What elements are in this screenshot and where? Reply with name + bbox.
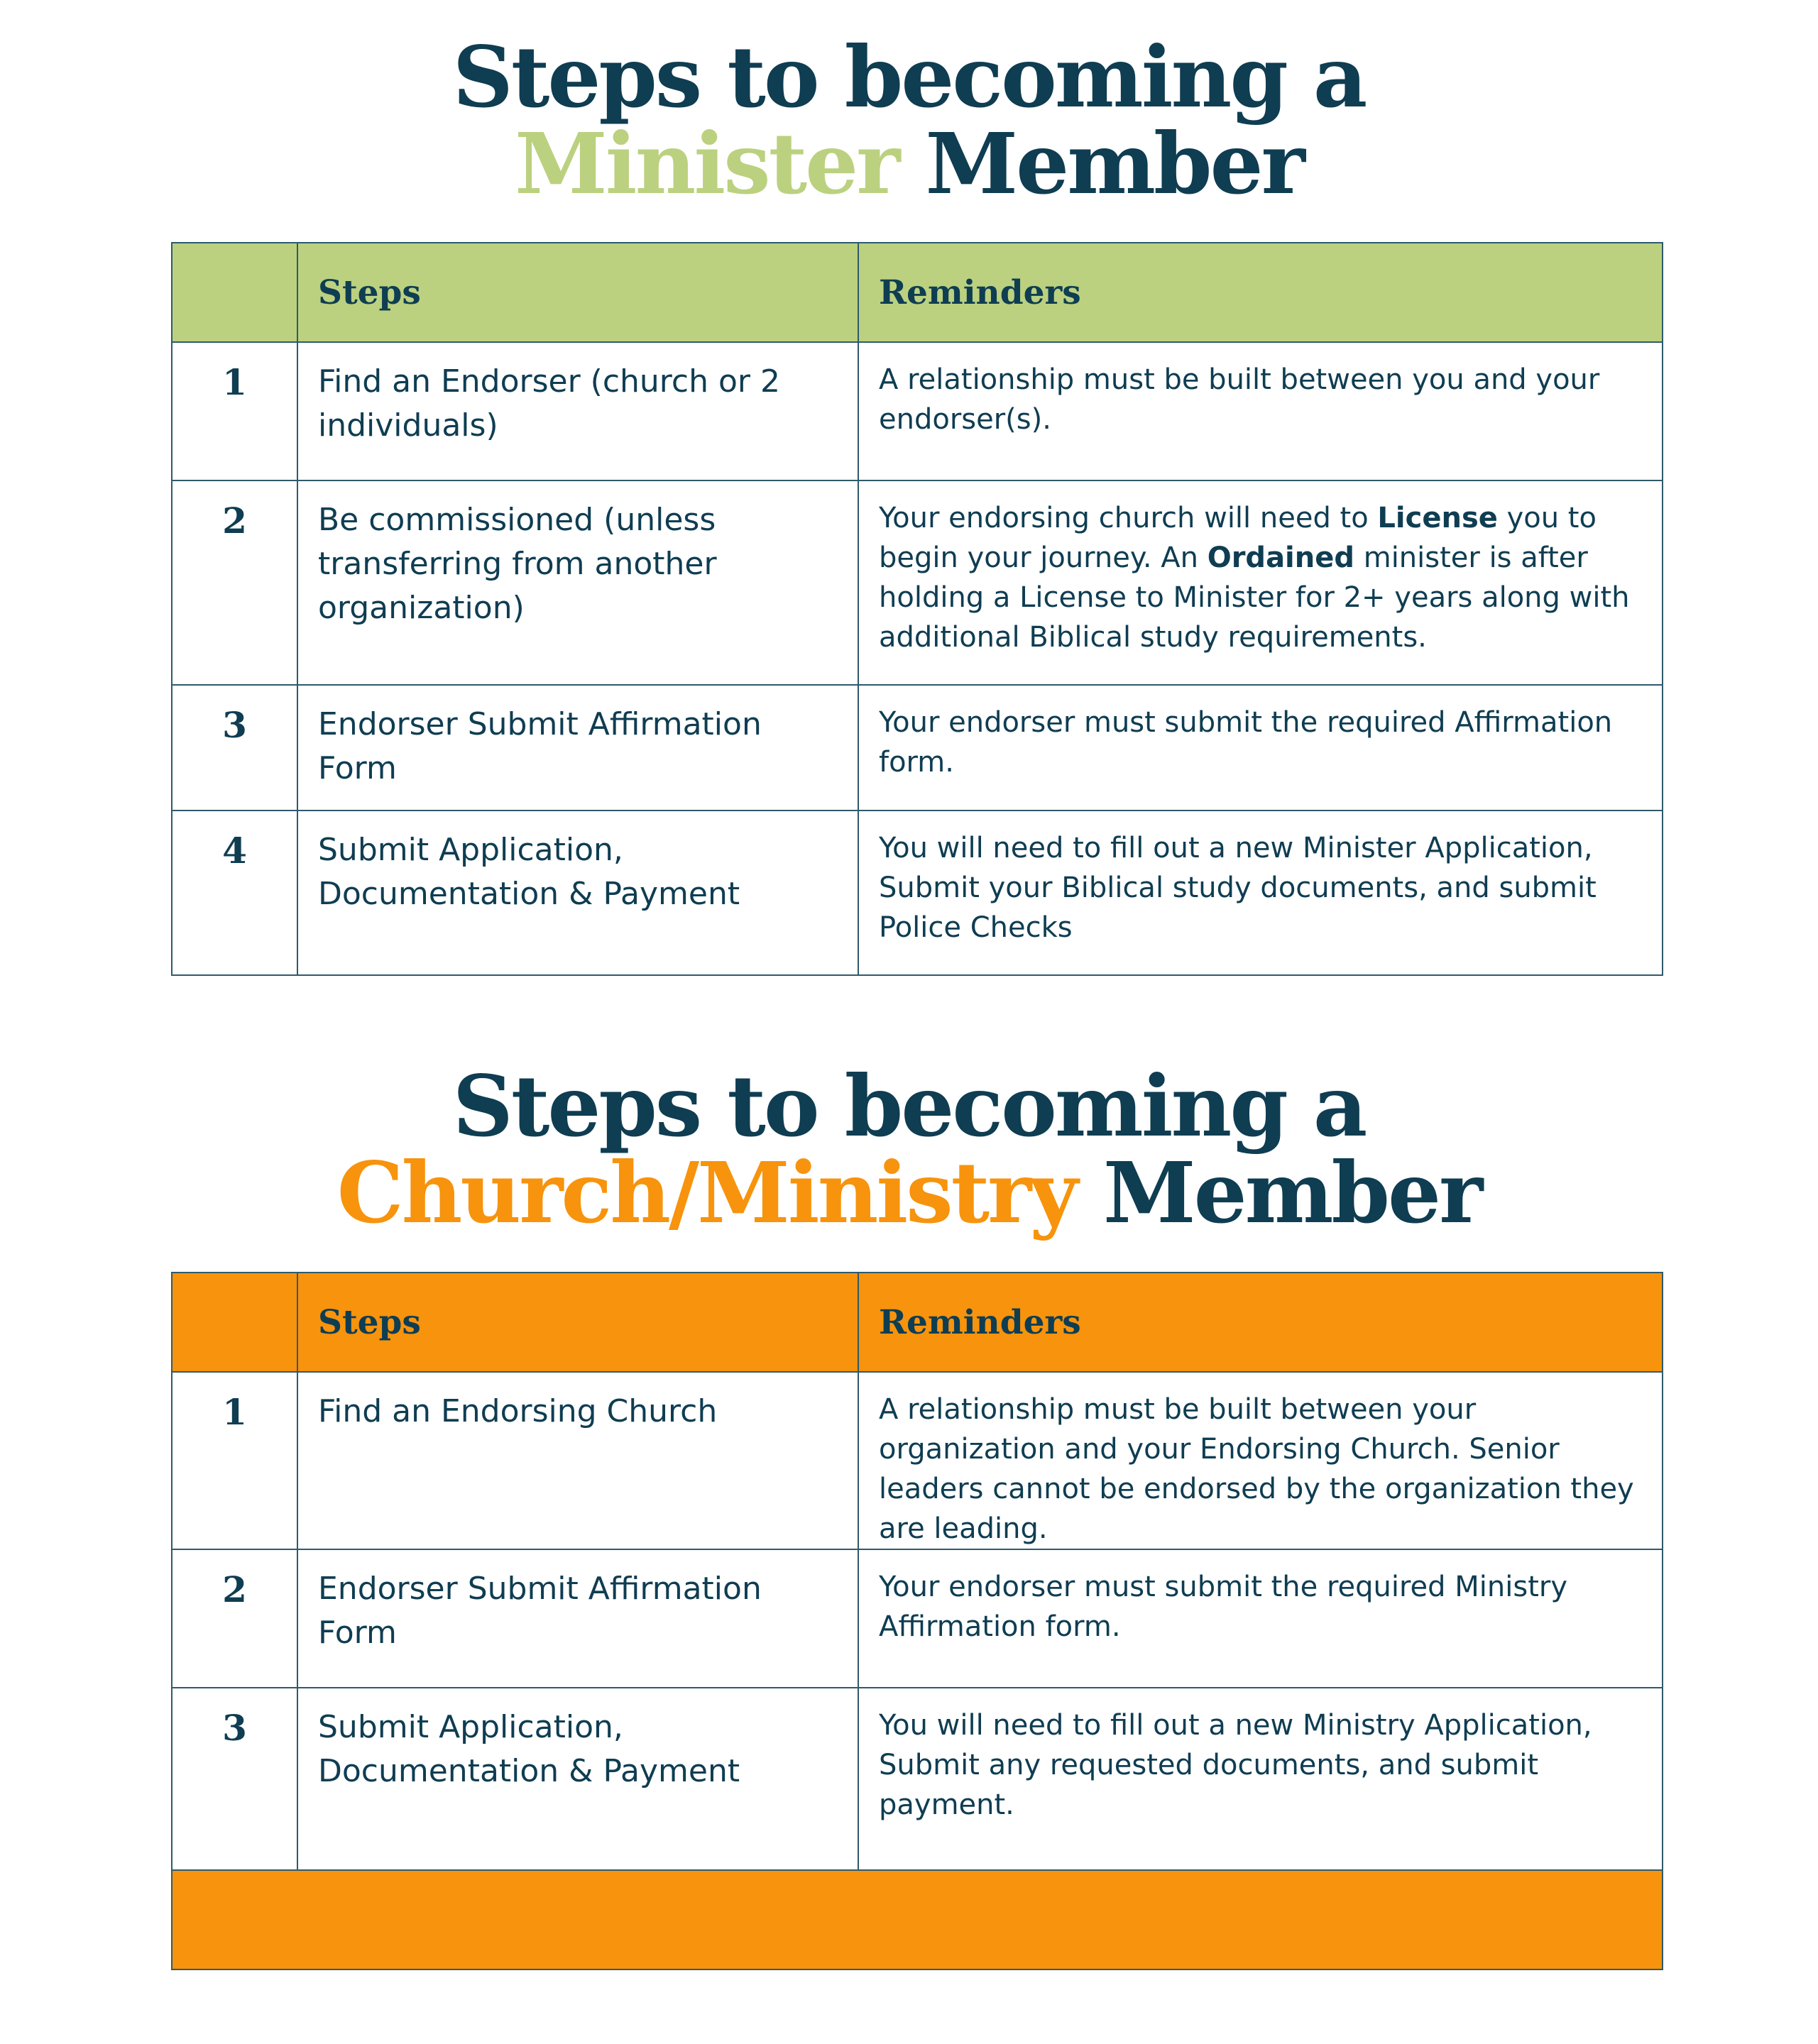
reminder-text: A relationship must be built between your organization and your Endorsing Church. Senior leaders cannot be endorsed by the organization they are leading. (858, 1372, 1663, 1549)
minister-heading-accent: Minister (515, 114, 899, 213)
step-text: Endorser Submit Affirmation Form (297, 1549, 858, 1688)
table-row (172, 342, 1663, 480)
step-text: Endorser Submit Affirmation Form (297, 685, 858, 811)
minister-section (0, 28, 1818, 213)
minister-steps-table (171, 242, 1663, 976)
step-number: 2 (172, 1549, 297, 1688)
step-number: 3 (172, 685, 297, 811)
step-number: 1 (172, 1372, 297, 1549)
table-header-row (172, 1273, 1663, 1372)
reminder-part: minister is after holding a License to Minister for 2+ years along with additional Biblical study requirements. (879, 542, 1630, 654)
step-number: 4 (172, 811, 297, 975)
reminder-text: Your endorser must submit the required Affirmation form. (858, 685, 1663, 811)
reminder-part: Your endorsing church will need to (879, 502, 1378, 534)
header-reminders: Reminders (858, 1273, 1663, 1372)
church-heading (0, 1057, 1818, 1242)
church-section (0, 1057, 1818, 1242)
step-text: Be commissioned (unless transferring from another organization) (297, 480, 858, 685)
step-number: 3 (172, 1688, 297, 1870)
table-row (172, 1549, 1663, 1688)
step-text: Submit Application, Documentation & Payment (297, 1688, 858, 1870)
church-heading-accent: Church/Ministry (336, 1143, 1076, 1242)
step-text: Submit Application, Documentation & Payment (297, 811, 858, 975)
header-reminders: Reminders (858, 243, 1663, 342)
table-footer-bar (172, 1870, 1663, 1969)
step-number: 1 (172, 342, 297, 480)
reminder-text: You will need to fill out a new Ministry Application, Submit any requested documents, and submit payment. (858, 1688, 1663, 1870)
minister-heading-line2 (0, 114, 1818, 213)
table-row (172, 811, 1663, 975)
table-header-row (172, 243, 1663, 342)
reminder-text (858, 480, 1663, 685)
header-number (172, 1273, 297, 1372)
reminder-part: you to begin your journey. An (879, 502, 1597, 574)
table-footer-row (172, 1870, 1663, 1969)
table-row (172, 1688, 1663, 1870)
table-row (172, 685, 1663, 811)
table-row (172, 480, 1663, 685)
reminder-text: Your endorser must submit the required Ministry Affirmation form. (858, 1549, 1663, 1688)
church-heading-line1: Steps to becoming a (452, 1057, 1366, 1155)
church-heading-line2 (0, 1143, 1818, 1242)
step-number: 2 (172, 480, 297, 685)
reminder-text: You will need to fill out a new Minister Application, Submit your Biblical study documents, and submit Police Checks (858, 811, 1663, 975)
reminder-text: A relationship must be built between you and your endorser(s). (858, 342, 1663, 480)
reminder-bold-ordained: Ordained (1207, 542, 1355, 574)
minister-heading (0, 28, 1818, 213)
step-text: Find an Endorsing Church (297, 1372, 858, 1549)
header-number (172, 243, 297, 342)
minister-heading-rest: Member (898, 114, 1303, 213)
step-text: Find an Endorser (church or 2 individuals) (297, 342, 858, 480)
minister-heading-line1: Steps to becoming a (452, 28, 1366, 126)
church-heading-rest: Member (1075, 1143, 1482, 1242)
table-row (172, 1372, 1663, 1549)
reminder-bold-license: License (1377, 502, 1498, 534)
header-steps: Steps (297, 243, 858, 342)
header-steps: Steps (297, 1273, 858, 1372)
church-steps-table (171, 1272, 1663, 1970)
